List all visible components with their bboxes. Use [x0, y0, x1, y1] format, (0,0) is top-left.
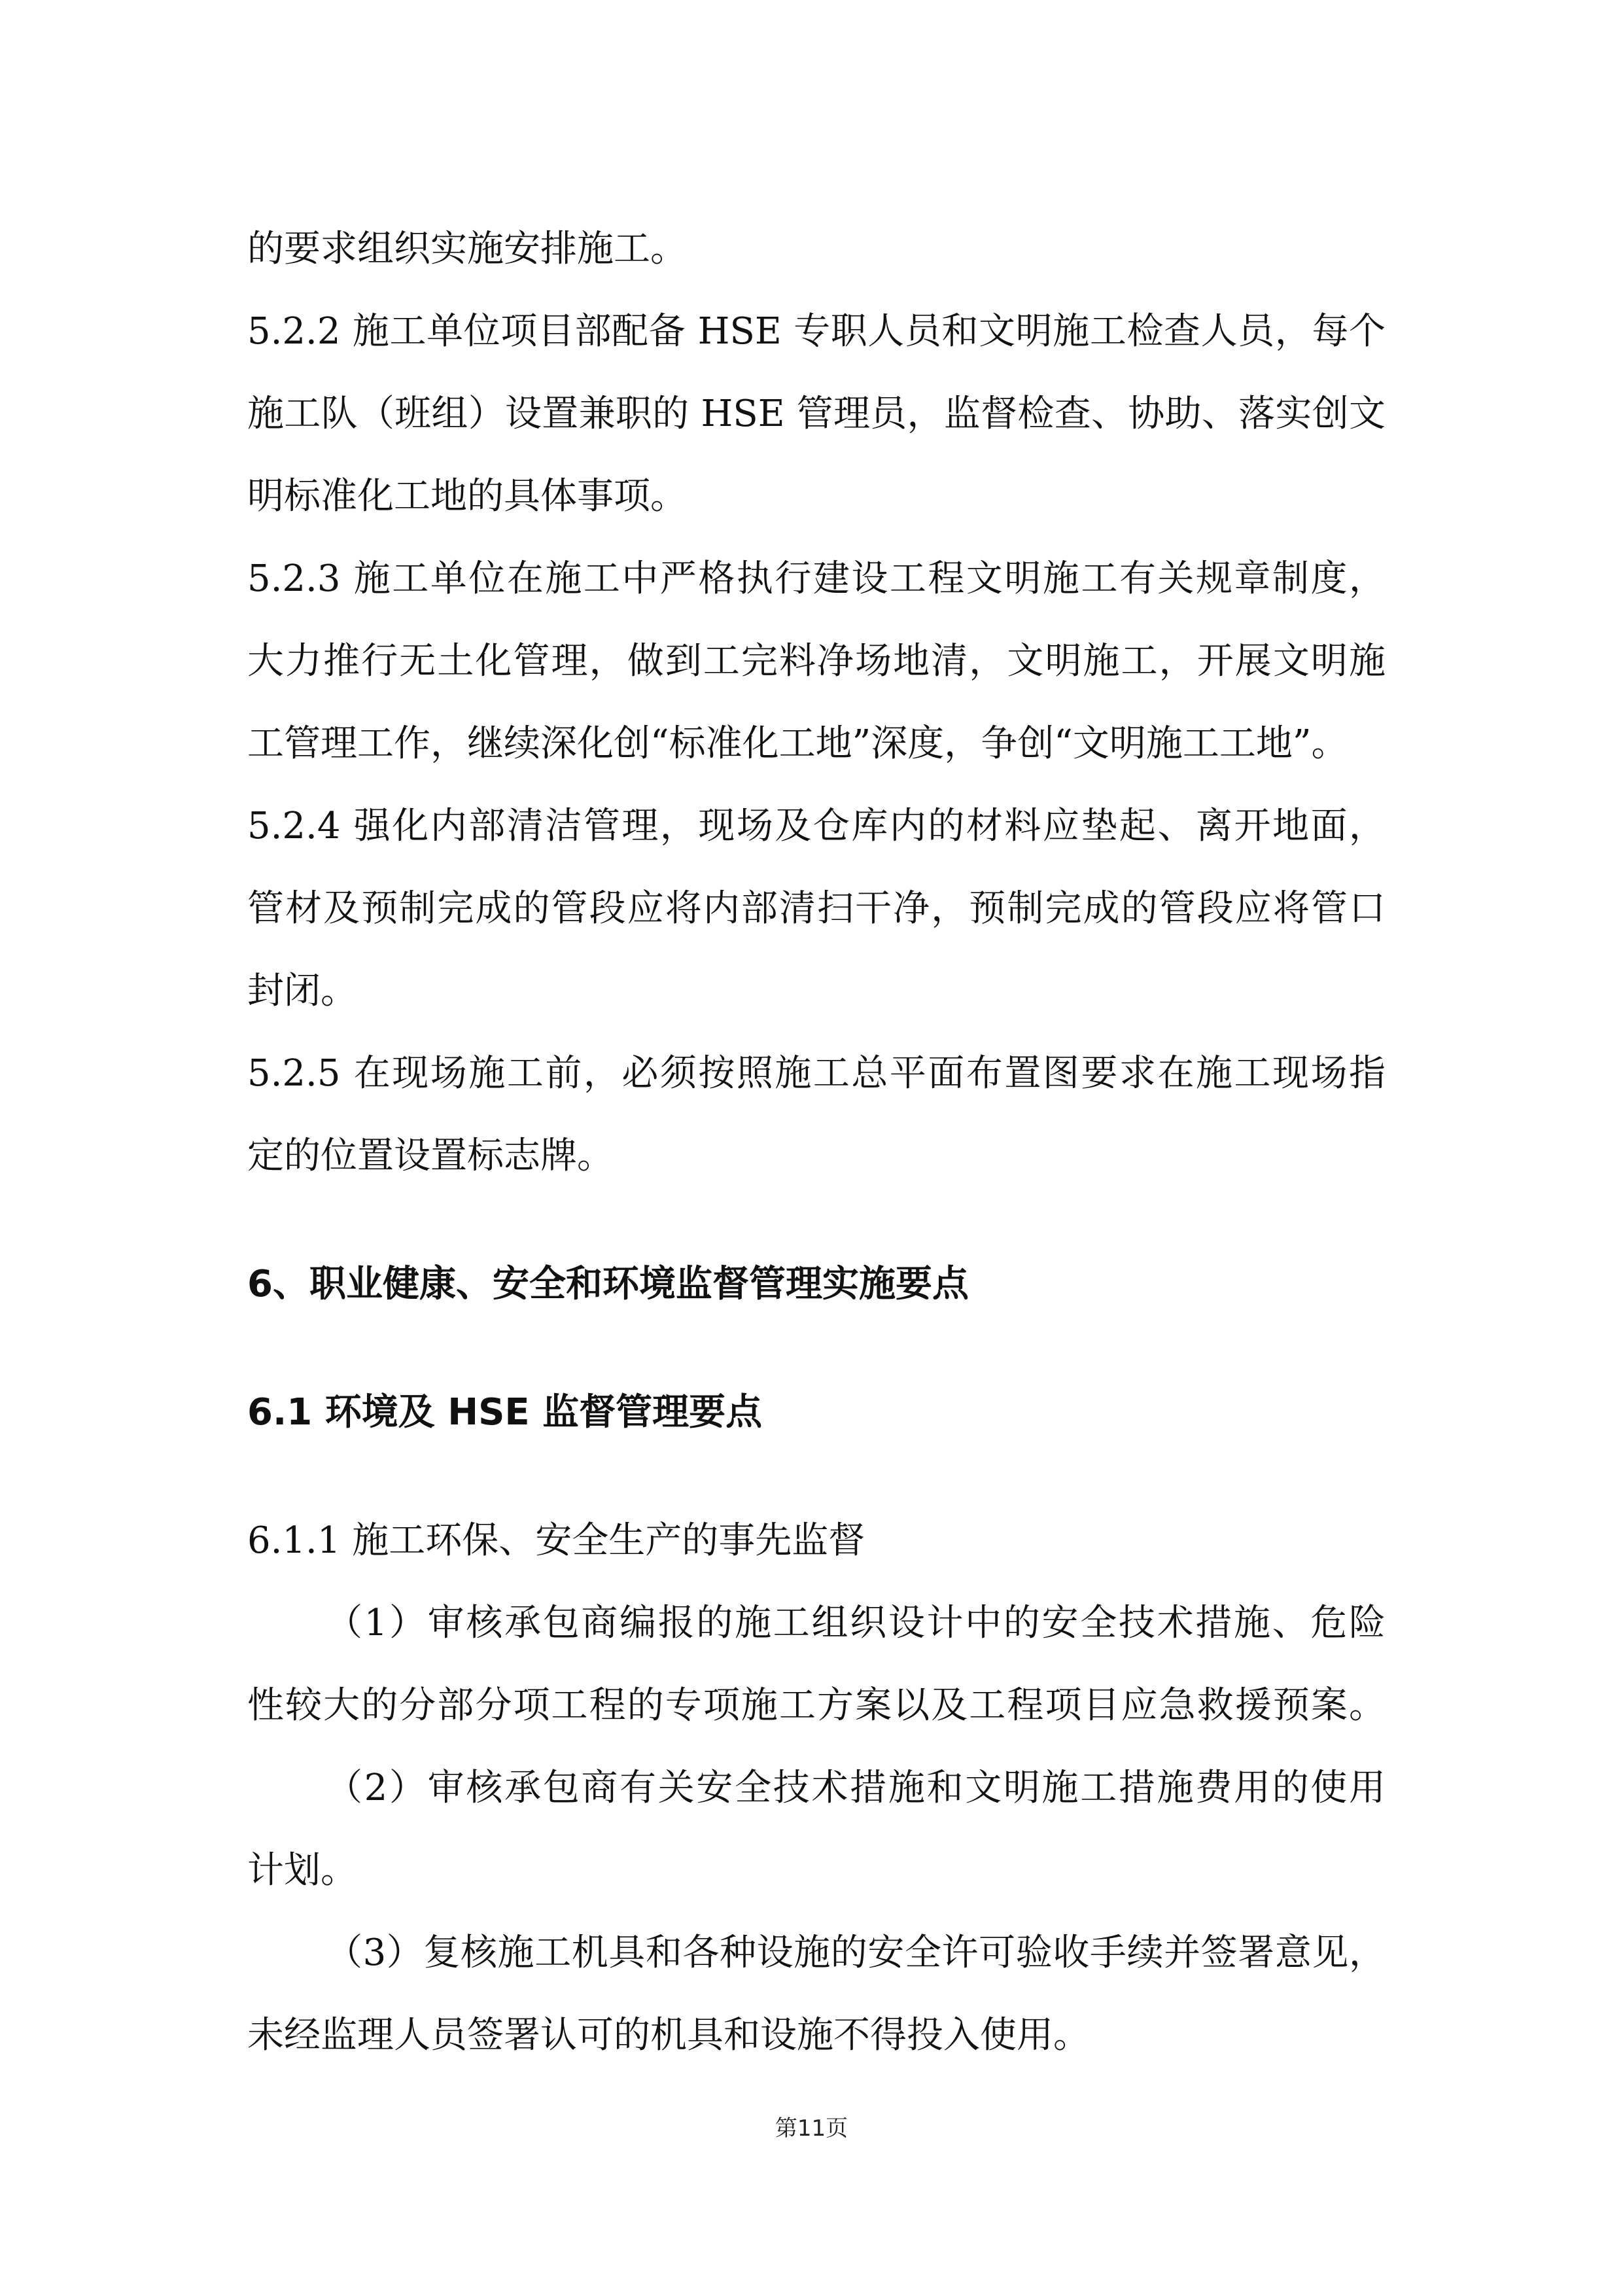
item-2-line-1: （2）审核承包商有关安全技术措施和文明施工措施费用的使用: [326, 1767, 1386, 1809]
paragraph-5-2-1-line-1: 的要求组织实施安排施工。: [247, 228, 687, 270]
paragraph-5-2-3-line-1: 5.2.3 施工单位在施工中严格执行建设工程文明施工有关规章制度，: [247, 557, 1386, 600]
spacer: [247, 1197, 1386, 1243]
spacer: [247, 1454, 1386, 1500]
page-number: 第11页: [775, 2115, 848, 2142]
paragraph-5-2-4-line-2: 管材及预制完成的管段应将内部清扫干净，预制完成的管段应将管口: [247, 887, 1386, 930]
paragraph-5-2-4-line-1: 5.2.4 强化内部清洁管理，现场及仓库内的材料应垫起、离开地面，: [247, 805, 1386, 847]
paragraph-5-2-3-line-3: 工管理工作，继续深化创“标准化工地”深度，争创“文明施工工地”。: [247, 722, 1348, 765]
paragraph-5-2-2-line-2: 施工队（班组）设置兼职的 HSE 管理员，监督检查、协助、落实创文: [247, 393, 1386, 435]
item-1-line-1: （1）审核承包商编报的施工组织设计中的安全技术措施、危险: [326, 1602, 1386, 1644]
paragraph-5-2-2-line-3: 明标准化工地的具体事项。: [247, 475, 687, 518]
paragraph-5-2-2-line-1: 5.2.2 施工单位项目部配备 HSE 专职人员和文明施工检查人员，每个: [247, 310, 1386, 353]
subheading-6-1-1: 6.1.1 施工环保、安全生产的事先监督: [247, 1519, 865, 1562]
item-1-line-2: 性较大的分部分项工程的专项施工方案以及工程项目应急救援预案。: [247, 1684, 1386, 1727]
section-heading-6-1: 6.1 环境及 HSE 监督管理要点: [247, 1391, 763, 1434]
document-body: [247, 208, 1386, 2077]
paragraph-5-2-5-line-2: 定的位置设置标志牌。: [247, 1135, 614, 1177]
spacer: [247, 1326, 1386, 1371]
item-3-line-1: （3）复核施工机具和各种设施的安全许可验收手续并签署意见，: [326, 1932, 1386, 1974]
paragraph-5-2-3-line-2: 大力推行无土化管理，做到工完料净场地清，文明施工，开展文明施: [247, 640, 1386, 682]
paragraph-5-2-5-line-1: 5.2.5 在现场施工前，必须按照施工总平面布置图要求在施工现场指: [247, 1052, 1386, 1095]
section-heading-6: 6、职业健康、安全和环境监督管理实施要点: [247, 1263, 969, 1305]
item-3-line-2: 未经监理人员签署认可的机具和设施不得投入使用。: [247, 2014, 1090, 2057]
item-2-line-2: 计划。: [247, 1849, 357, 1892]
paragraph-5-2-4-line-3: 封闭。: [247, 970, 357, 1012]
